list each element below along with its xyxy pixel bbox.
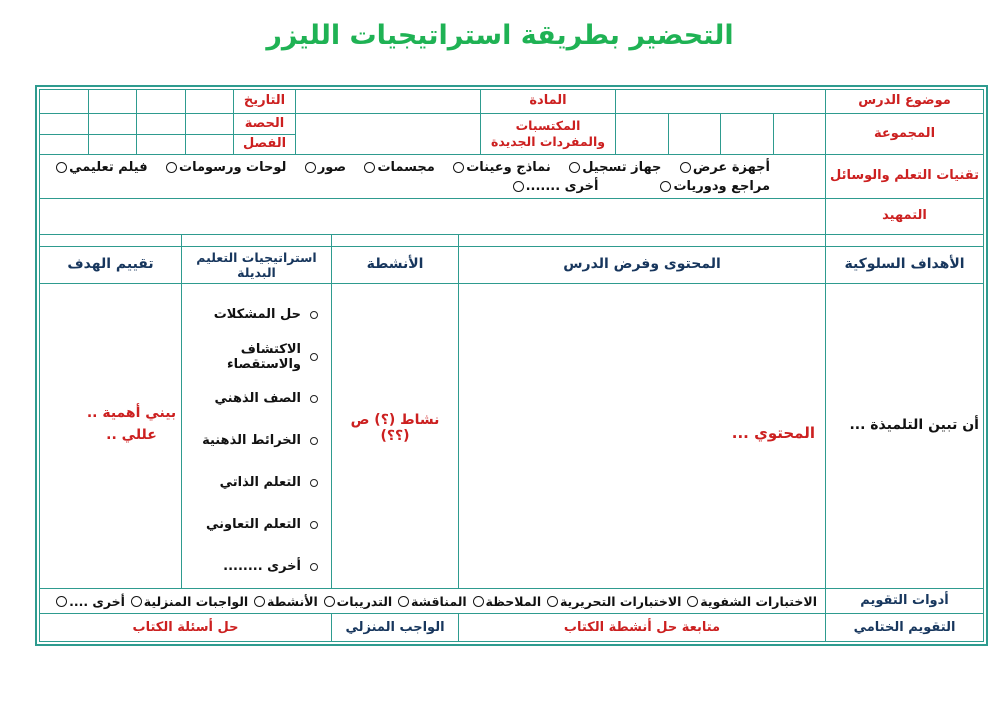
boards-radio-icon[interactable] <box>166 162 177 173</box>
option-discussion: المناقشة <box>398 594 467 609</box>
date-cell-1[interactable] <box>185 90 234 113</box>
acquisitions-label: المكتسبات والمفردات الجديدة <box>490 118 605 149</box>
strategy-item: الصف الذهني <box>182 378 331 420</box>
option-samples: نماذج وعينات <box>453 160 551 175</box>
period-cell-3[interactable] <box>88 114 137 134</box>
spacer-row <box>40 235 983 248</box>
topic-label: موضوع الدرس <box>826 90 983 114</box>
spacer-cell-5 <box>40 235 181 247</box>
discussion-radio-icon[interactable] <box>398 596 409 607</box>
option-models: مجسمات <box>364 160 434 175</box>
option-references: مراجع ودوريات <box>660 179 770 194</box>
topic-group-values <box>615 90 825 154</box>
strategy-item: الاكتشاف والاستقصاء <box>182 336 331 378</box>
date-cell-4[interactable] <box>40 90 88 113</box>
option-observation: الملاحظة <box>473 594 542 609</box>
option-written-tests: الاختبارات التحريرية <box>547 594 682 609</box>
written-tests-radio-icon[interactable] <box>547 596 558 607</box>
period-value-cells <box>40 114 233 135</box>
header-content: المحتوى وفرض الدرس <box>458 247 825 282</box>
strategy-bullet-icon[interactable] <box>310 311 318 319</box>
activities-radio-icon[interactable] <box>254 596 265 607</box>
final-evaluation-label: التقويم الختامي <box>825 614 983 641</box>
spacer-cell-2 <box>458 235 825 247</box>
introduction-row <box>40 199 983 234</box>
period-cell-2[interactable] <box>136 114 185 134</box>
period-label: الحصة <box>234 114 295 135</box>
technologies-row <box>40 155 983 199</box>
group-value-cells <box>616 114 825 154</box>
strategy-bullet-icon[interactable] <box>310 563 318 571</box>
spacer-cell-4 <box>181 235 331 247</box>
recorder-radio-icon[interactable] <box>569 162 580 173</box>
activities-cell[interactable]: نشاط (؟) ص (؟؟) <box>331 284 458 588</box>
subject-labels-column <box>480 90 615 154</box>
strategies-cell <box>181 284 331 588</box>
oral-tests-radio-icon[interactable] <box>687 596 698 607</box>
header-strategies: استراتيجيات التعليم البديلة <box>181 247 331 282</box>
assessment-options <box>40 589 825 614</box>
film-radio-icon[interactable] <box>56 162 67 173</box>
group-cell-2[interactable] <box>720 114 773 154</box>
option-projectors: أجهزة عرض <box>680 160 770 175</box>
strategy-item: التعلم الذاتي <box>182 462 331 504</box>
content-cell[interactable]: المحتوي ... <box>458 284 825 588</box>
option-exercises: التدريبات <box>324 594 393 609</box>
group-cell-1[interactable] <box>773 114 826 154</box>
date-label: التاريخ <box>234 90 295 114</box>
table-grid <box>39 89 984 642</box>
strategy-item: الخرائط الذهنية <box>182 420 331 462</box>
spacer-cell-1 <box>825 235 983 247</box>
date-cell-3[interactable] <box>88 90 137 113</box>
introduction-label: التمهيد <box>825 199 983 233</box>
group-cell-3[interactable] <box>668 114 721 154</box>
group-cell-4[interactable] <box>616 114 668 154</box>
strategy-item: التعلم التعاوني <box>182 504 331 546</box>
header-activities: الأنشطة <box>331 247 458 282</box>
option-activities: الأنشطة <box>254 594 318 609</box>
option-boards: لوحات ورسومات <box>166 160 286 175</box>
page-title: التحضير بطريقة استراتيجيات الليزر <box>266 20 734 51</box>
book-questions-cell: حل أسئلة الكتاب <box>132 619 239 635</box>
assessment-tools-row <box>40 589 983 615</box>
lesson-plan-table <box>35 85 988 646</box>
goal-evaluation-cell[interactable] <box>40 284 181 588</box>
info-row <box>40 90 983 155</box>
samples-radio-icon[interactable] <box>453 162 464 173</box>
group-label: المجموعة <box>873 125 936 141</box>
observation-radio-icon[interactable] <box>473 596 484 607</box>
topic-value-cell[interactable] <box>616 90 825 114</box>
main-header-row <box>40 247 983 283</box>
technologies-options-line1 <box>40 160 825 175</box>
header-objectives: الأهداف السلوكية <box>825 247 983 282</box>
class-cell-2[interactable] <box>136 135 185 154</box>
objectives-cell[interactable]: أن تبين التلميذة ... <box>825 284 983 588</box>
acquisitions-value-cell[interactable] <box>296 114 480 154</box>
subject-values-column <box>295 90 480 154</box>
pictures-radio-icon[interactable] <box>305 162 316 173</box>
class-value-cells <box>40 135 233 154</box>
subject-value-cell[interactable] <box>296 90 480 114</box>
option-film: فيلم تعليمي <box>56 160 148 175</box>
technologies-label: تقنيات التعلم والوسائل <box>825 155 983 198</box>
class-label: الفصل <box>242 136 287 152</box>
assessment-tools-label: أدوات التقويم <box>825 589 983 614</box>
spacer-cell-3 <box>331 235 458 247</box>
info-labels-column <box>825 90 983 154</box>
header-evaluation: تقييم الهدف <box>67 256 154 273</box>
strategy-bullet-icon[interactable] <box>310 353 318 361</box>
models-radio-icon[interactable] <box>364 162 375 173</box>
option-pictures: صور <box>305 160 346 175</box>
introduction-value-cell[interactable] <box>40 199 825 233</box>
subject-label: المادة <box>481 90 615 114</box>
strategy-bullet-icon[interactable] <box>310 521 318 529</box>
option-other-assessment: أخرى .... <box>56 594 125 609</box>
references-radio-icon[interactable] <box>660 181 671 192</box>
option-oral-tests: الاختبارات الشفوية <box>687 594 817 609</box>
main-body-row <box>40 284 983 589</box>
period-cell-4[interactable] <box>40 114 88 134</box>
date-labels-column <box>233 90 295 154</box>
class-cell-1[interactable] <box>185 135 234 154</box>
date-value-cells <box>40 90 233 114</box>
strategy-item: أخرى ........ <box>182 546 331 588</box>
strategy-bullet-icon[interactable] <box>310 479 318 487</box>
technologies-options <box>40 155 825 198</box>
other-assessment-radio-icon[interactable] <box>56 596 67 607</box>
strategy-item: حل المشكلات <box>182 294 331 336</box>
book-activities-cell: متابعة حل أنشطة الكتاب <box>458 614 825 641</box>
option-homework: الواجبات المنزلية <box>131 594 248 609</box>
exercises-radio-icon[interactable] <box>324 596 335 607</box>
homework-cell: الواجب المنزلي <box>331 614 458 641</box>
homework-radio-icon[interactable] <box>131 596 142 607</box>
projectors-radio-icon[interactable] <box>680 162 691 173</box>
class-cell-3[interactable] <box>88 135 137 154</box>
date-cell-2[interactable] <box>136 90 185 113</box>
date-values-column <box>40 90 233 154</box>
technologies-options-line2 <box>40 179 825 194</box>
other-tech-radio-icon[interactable] <box>513 181 524 192</box>
final-evaluation-row <box>40 614 983 641</box>
strategy-bullet-icon[interactable] <box>310 437 318 445</box>
goal-evaluation-line1: بيني أهمية .. <box>86 404 177 421</box>
goal-evaluation-line2: عللي .. <box>106 427 157 444</box>
strategy-bullet-icon[interactable] <box>310 395 318 403</box>
option-other-tech: أخرى ....... <box>513 179 599 194</box>
option-recorder: جهاز تسجيل <box>569 160 661 175</box>
class-cell-4[interactable] <box>40 135 88 154</box>
period-cell-1[interactable] <box>185 114 234 134</box>
